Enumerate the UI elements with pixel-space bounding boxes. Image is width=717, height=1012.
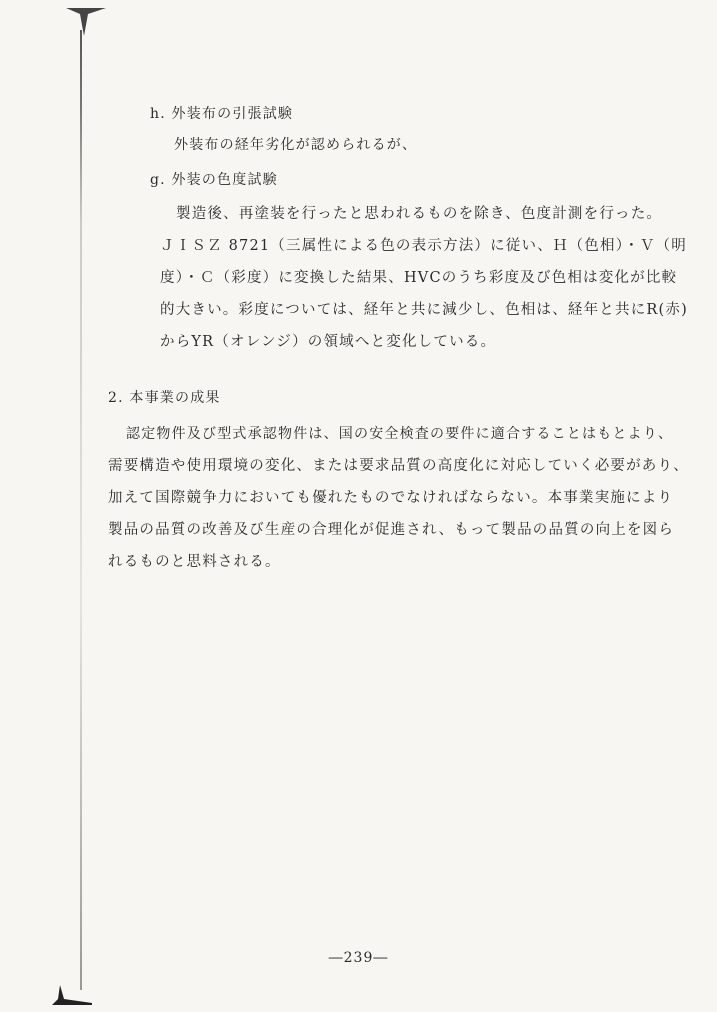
binding-mark-top xyxy=(66,8,106,38)
section-2-line: 製品の品質の改善及び生産の合理化が促進され、もって製品の品質の向上を図ら xyxy=(108,522,675,538)
section-h-body: 外装布の経年劣化が認められるが、 xyxy=(174,137,418,153)
binding-edge-line xyxy=(80,30,82,990)
section-g-line: 的大きい。彩度については、経年と共に減少し、色相は、経年と共にR(赤) xyxy=(160,302,688,318)
section-g-line: 度）・Ｃ（彩度）に変換した結果、HVCのうち彩度及び色相は変化が比較 xyxy=(160,270,678,286)
binding-mark-bottom xyxy=(52,985,92,1005)
section-g-heading: g. 外装の色度試験 xyxy=(150,172,278,188)
section-2-heading: 2. 本事業の成果 xyxy=(108,390,221,406)
page-number: ―239― xyxy=(328,950,389,966)
section-h-heading: h. 外装布の引張試験 xyxy=(150,106,294,122)
section-2-line: 加えて国際競争力においても優れたものでなければならない。本事業実施により xyxy=(108,490,674,506)
section-g-line: からYR（オレンジ）の領域へと変化している。 xyxy=(160,334,497,350)
section-g-line: ＪＩＳＺ 8721（三属性による色の表示方法）に従い、Ｈ（色相）・Ｖ（明 xyxy=(160,238,687,254)
section-2-line: 需要構造や使用環境の変化、または要求品質の高度化に対応していく必要があり、 xyxy=(108,458,689,474)
section-2-line: 認定物件及び型式承認物件は、国の安全検査の要件に適合することはもとより、 xyxy=(126,426,674,442)
section-2-line: れるものと思料される。 xyxy=(108,554,281,570)
section-g-line: 製造後、再塗装を行ったと思われるものを除き、色度計測を行った。 xyxy=(176,206,663,222)
